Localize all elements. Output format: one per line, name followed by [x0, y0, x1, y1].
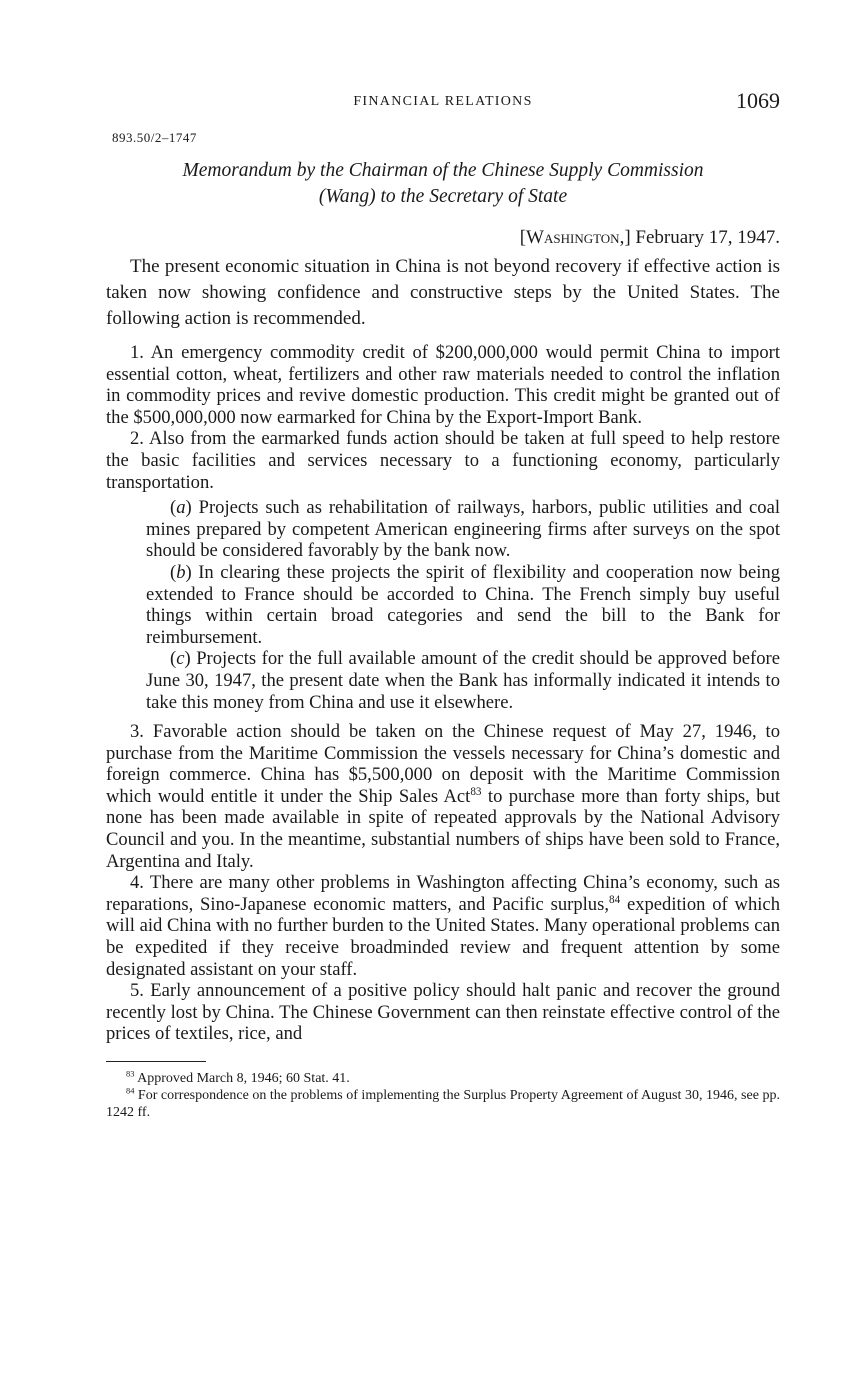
subparagraph-b-text: In clearing these projects the spirit of flexibility and cooperation now being extended to France should be accorded to China. The French simply buy useful things within certain broad categories and send the bill to the Bank for reimbursement.: [146, 561, 780, 648]
file-number: 893.50/2–1747: [112, 130, 197, 145]
subparagraph-a: (a) Projects such as rehabilitation of railways, harbors, public utilities and coal mines prepared by competent American engineering firms after surveys on the spot should be considered favorably by the bank now.: [146, 497, 780, 562]
subparagraph-list: [146, 497, 780, 713]
page-number: 1069: [736, 88, 780, 113]
running-title: FINANCIAL RELATIONS: [353, 94, 533, 109]
document-page: [106, 88, 780, 1121]
paragraph-4-text-end: expedition of which will aid China with no further burden to the United States. Many operational problems can be expedited if they receive broadminded review and frequent attention by some designated assistant on your staff.: [106, 893, 780, 980]
subparagraph-c: (c) Projects for the full available amount of the credit should be approved before June 30, 1947, the present date when the Bank has informally indicated it intends to take this money from China and use it elsewhere.: [146, 648, 780, 713]
paragraph-3: [106, 721, 780, 872]
paragraph-1: 1. An emergency commodity credit of $200,000,000 would permit China to import essential cotton, wheat, fertilizers and other raw materials needed to control the inflation in commodity prices and revive domestic production. This credit might be granted out of the $500,000,000 now earmarked for China by the Export-Import Bank.: [106, 342, 780, 428]
memo-body: [106, 342, 780, 1045]
paragraph-3-text-start: 3. Favorable action should be taken on the Chinese request of May 27, 1946, to purchase from the Maritime Commission the vessels necessary for China’s domestic and foreign commerce. China has $5,500,000 on deposit with the Maritime Commission which would entitle it under the Ship Sales Act: [106, 721, 780, 807]
footnotes: [106, 1070, 780, 1121]
paragraph-4-text-start: 4. There are many other problems in Washington affecting China’s economy, such as reparations, Sino-Japanese economic matters, and Pacific surplus,: [106, 872, 780, 915]
footnote-84-text: For correspondence on the problems of implementing the Surplus Property Agreement of August 30, 1946, see pp. 1242 ff.: [106, 1088, 780, 1120]
footnote-ref-84[interactable]: 84: [608, 893, 621, 906]
footnote-84: [106, 1087, 780, 1121]
dateline-date: February 17, 1947.: [635, 227, 780, 248]
subparagraph-b: (b) In clearing these projects the spirit of flexibility and cooperation now being extended to France should be accorded to China. The French simply buy useful things within certain broad categories and send the bill to the Bank for reimbursement.: [146, 561, 780, 648]
running-head: [106, 88, 780, 118]
document-title: [106, 158, 780, 210]
intro-paragraph: The present economic situation in China is not beyond recovery if effective action is taken now showing confidence and constructive steps by the United States. The following action is recommended.: [106, 256, 780, 329]
footnote-ref-83[interactable]: 83: [470, 785, 482, 798]
document-title-line-2: (Wang) to the Secretary of State: [318, 186, 568, 207]
dateline-place: Washington: [526, 227, 620, 248]
paragraph-3-text-end: to purchase more than forty ships, but none has been made available in spite of repeated approvals by the National Advisory Council and you. In the meantime, substantial numbers of ships have been sold to France, Argentina and Italy.: [106, 785, 780, 872]
paragraph-4: [106, 872, 780, 980]
subparagraph-a-text: Projects such as rehabilitation of railways, harbors, public utilities and coal mines prepared by competent American engineering firms after surveys on the spot should be considered favorably by the bank now.: [146, 497, 780, 562]
document-title-line-1: Memorandum by the Chairman of the Chinese Supply Commission: [182, 160, 704, 181]
footnote-divider: [106, 1061, 206, 1062]
subparagraph-c-text: Projects for the full available amount of the credit should be approved before June 30, 1947, the present date when the Bank has informally indicated it intends to take this money from China and use it elsewhere.: [146, 648, 780, 713]
dateline-separator: ,]: [619, 227, 636, 248]
subparagraph-c-label: c: [176, 648, 185, 670]
dateline-open-bracket: [: [519, 227, 527, 248]
subparagraph-b-label: b: [176, 561, 186, 583]
dateline: [106, 226, 780, 250]
footnote-84-mark: 84: [126, 1086, 135, 1096]
footnote-83-text: Approved March 8, 1946; 60 Stat. 41.: [134, 1071, 350, 1086]
footnote-83-mark: 83: [126, 1069, 135, 1079]
footnote-83: [106, 1070, 780, 1087]
paragraph-2: 2. Also from the earmarked funds action should be taken at full speed to help restore the basic facilities and services necessary to a functioning economy, particularly transportation.: [106, 428, 780, 493]
subparagraph-a-label: a: [176, 497, 186, 519]
paragraph-5: 5. Early announcement of a positive policy should halt panic and recover the ground recently lost by China. The Chinese Government can then reinstate effective control of the prices of textiles, rice, and: [106, 980, 780, 1045]
